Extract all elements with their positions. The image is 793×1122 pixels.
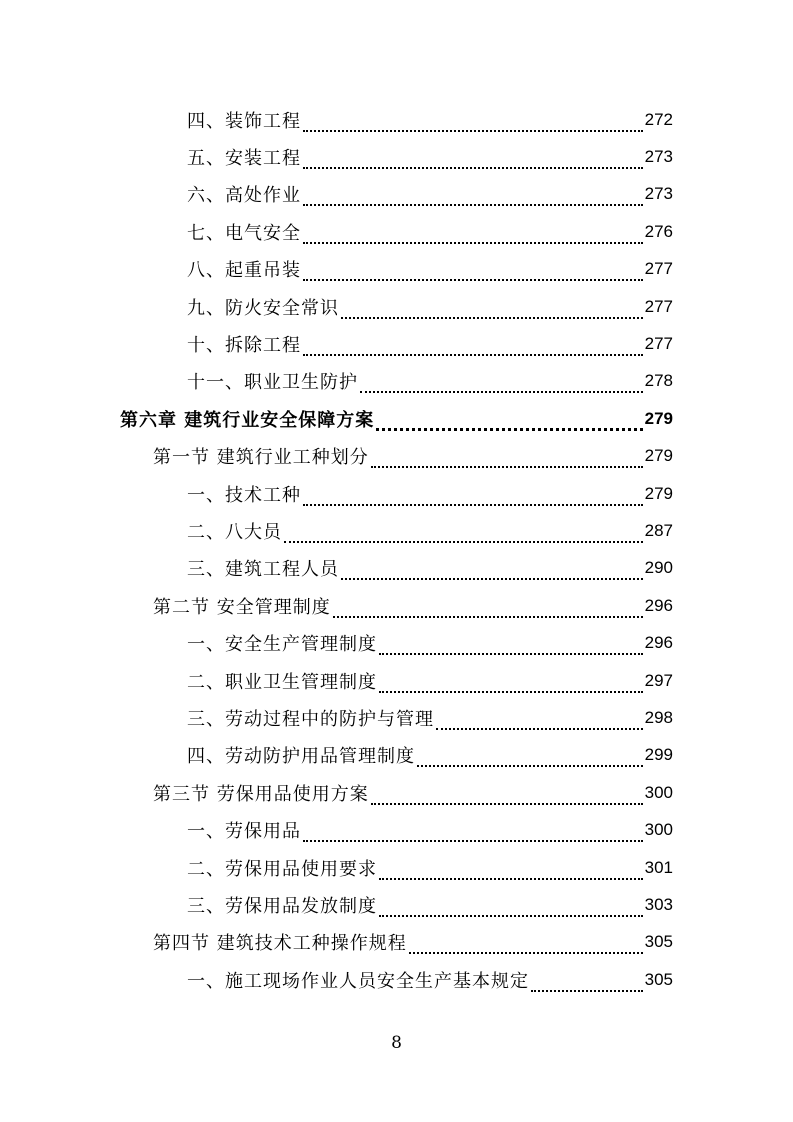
toc-entry-page: 299 — [644, 745, 673, 765]
dot-leader — [303, 186, 643, 206]
toc-entry-page: 300 — [644, 820, 673, 840]
dot-leader — [303, 112, 643, 132]
toc-entry-page: 279 — [644, 483, 673, 503]
toc-entry-page: 296 — [644, 595, 673, 615]
toc-entry-title: 二、职业卫生管理制度 — [187, 671, 377, 693]
dot-leader — [303, 224, 643, 244]
dot-leader — [333, 598, 643, 618]
dot-leader — [371, 785, 643, 805]
toc-entry-item[interactable] — [0, 886, 793, 923]
toc-entry-page: 287 — [644, 520, 673, 540]
dot-leader — [303, 486, 643, 506]
toc-entry-title: 第六章 建筑行业安全保障方案 — [120, 409, 375, 431]
toc-entry-title: 三、劳保用品发放制度 — [187, 895, 377, 917]
toc-entry-item[interactable] — [0, 849, 793, 886]
toc-entry-page: 277 — [644, 259, 673, 279]
toc-entry-title: 第一节 建筑行业工种划分 — [153, 447, 369, 469]
toc-entry-page: 279 — [644, 408, 673, 428]
dot-leader — [371, 448, 643, 468]
toc-entry-title: 二、八大员 — [187, 521, 282, 543]
toc-entry-page: 276 — [644, 221, 673, 241]
toc-entry-title: 四、劳动防护用品管理制度 — [187, 746, 415, 768]
toc-entry-item[interactable] — [0, 288, 793, 325]
toc-entry-title: 十一、职业卫生防护 — [187, 372, 358, 394]
toc-entry-page: 296 — [644, 633, 673, 653]
toc-entry-item[interactable] — [0, 662, 793, 699]
toc-entry-title: 四、装饰工程 — [187, 110, 301, 132]
toc-entry-chapter[interactable] — [0, 400, 793, 437]
toc-entry-item[interactable] — [0, 737, 793, 774]
dot-leader — [341, 560, 643, 580]
toc-entry-item[interactable] — [0, 101, 793, 138]
toc-entry-section[interactable] — [0, 587, 793, 624]
toc-entry-section[interactable] — [0, 774, 793, 811]
toc-entry-title: 七、电气安全 — [187, 222, 301, 244]
toc-entry-page: 301 — [644, 857, 673, 877]
dot-leader — [379, 897, 643, 917]
toc-entry-page: 305 — [644, 969, 673, 989]
toc-entry-title: 十、拆除工程 — [187, 335, 301, 357]
toc-entry-item[interactable] — [0, 176, 793, 213]
toc-entry-title: 三、建筑工程人员 — [187, 559, 339, 581]
dot-leader — [303, 822, 643, 842]
toc-entry-item[interactable] — [0, 363, 793, 400]
toc-entry-page: 272 — [644, 109, 673, 129]
toc-entry-title: 六、高处作业 — [187, 185, 301, 207]
toc-entry-title: 九、防火安全常识 — [187, 297, 339, 319]
toc-entry-title: 一、技术工种 — [187, 484, 301, 506]
dot-leader — [341, 299, 643, 319]
toc-entry-page: 273 — [644, 184, 673, 204]
dot-leader — [436, 710, 643, 730]
dot-leader — [409, 934, 643, 954]
toc-entry-page: 290 — [644, 558, 673, 578]
toc-entry-title: 一、安全生产管理制度 — [187, 634, 377, 656]
toc-entry-item[interactable] — [0, 961, 793, 998]
dot-leader — [379, 635, 643, 655]
toc-entry-title: 三、劳动过程中的防护与管理 — [187, 708, 434, 730]
toc-entry-title: 第四节 建筑技术工种操作规程 — [153, 933, 407, 955]
toc-entry-page: 278 — [644, 371, 673, 391]
toc-entry-item[interactable] — [0, 138, 793, 175]
toc-entry-item[interactable] — [0, 475, 793, 512]
dot-leader — [360, 373, 643, 393]
toc-entry-page: 277 — [644, 296, 673, 316]
dot-leader — [376, 410, 642, 431]
dot-leader — [379, 673, 643, 693]
toc-entry-page: 303 — [644, 894, 673, 914]
toc-entry-item[interactable] — [0, 512, 793, 549]
toc-entry-page: 277 — [644, 334, 673, 354]
dot-leader — [379, 860, 643, 880]
dot-leader — [531, 972, 643, 992]
toc-entry-item[interactable] — [0, 213, 793, 250]
toc-entry-title: 五、安装工程 — [187, 148, 301, 170]
toc-entry-title: 第三节 劳保用品使用方案 — [153, 783, 369, 805]
dot-leader — [303, 261, 643, 281]
toc-entry-page: 273 — [644, 147, 673, 167]
toc-entry-section[interactable] — [0, 438, 793, 475]
toc-entry-title: 第二节 安全管理制度 — [153, 596, 331, 618]
toc-entry-title: 二、劳保用品使用要求 — [187, 858, 377, 880]
toc-entry-page: 300 — [644, 782, 673, 802]
toc-entry-title: 八、起重吊装 — [187, 260, 301, 282]
toc-entry-title: 一、施工现场作业人员安全生产基本规定 — [187, 970, 529, 992]
toc-entry-page: 305 — [644, 932, 673, 952]
toc-entry-title: 一、劳保用品 — [187, 821, 301, 843]
toc-entry-page: 279 — [644, 446, 673, 466]
toc-entry-page: 297 — [644, 670, 673, 690]
toc-entry-item[interactable] — [0, 550, 793, 587]
toc-entry-item[interactable] — [0, 251, 793, 288]
page-number: 8 — [391, 1033, 402, 1053]
toc-entry-item[interactable] — [0, 325, 793, 362]
toc-entry-page: 298 — [644, 707, 673, 727]
dot-leader — [284, 523, 643, 543]
toc-entry-section[interactable] — [0, 924, 793, 961]
dot-leader — [303, 149, 643, 169]
dot-leader — [303, 336, 643, 356]
dot-leader — [417, 747, 643, 767]
toc-entry-item[interactable] — [0, 811, 793, 848]
table-of-contents — [0, 101, 793, 998]
toc-entry-item[interactable] — [0, 624, 793, 661]
toc-entry-item[interactable] — [0, 699, 793, 736]
